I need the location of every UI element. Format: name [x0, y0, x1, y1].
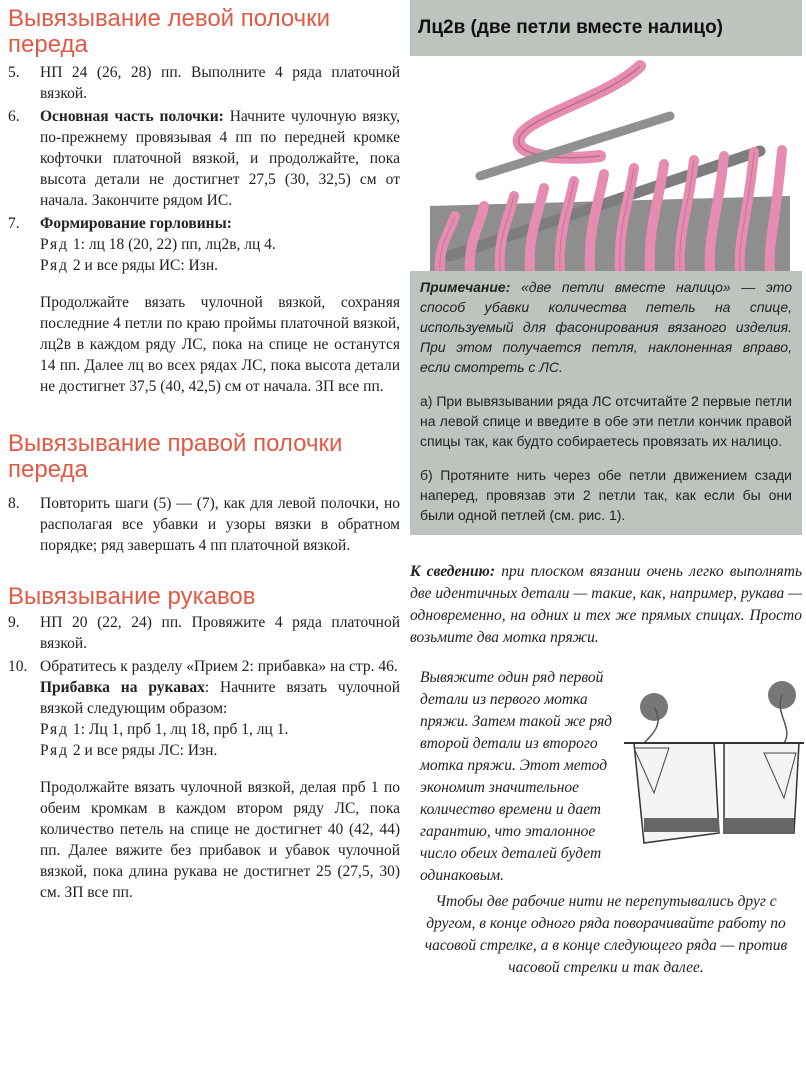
knitting-illustration [410, 56, 802, 271]
step-6 [8, 106, 400, 211]
paragraph: Продолжайте вязать чулочной вязкой, сохраняя последние 4 петли по краю проймы платочной вязкой, лц2в в каждом ряду ЛС, пока на спице не останутся 14 пп. Далее лц во всех рядах ЛС, пока высота детали не достигнет 37,5 (40, 42,5) см от начала. ЗП все пп. [40, 294, 400, 395]
paragraph: Продолжайте вязать чулочной вязкой, делая прб 1 по обеим кромкам в каждом втором ряду ЛС, пока количество петель на спице не достигнет 40 (42, 44) пп. Далее вяжите без прибавок и убавок чулочной вязкой, пока длина рукава не достигнет 25 (27,5, 30) см. ЗП все пп. [40, 779, 400, 901]
step-number: 6. [8, 108, 20, 125]
step-bold-label: Прибавка на рукавах [40, 679, 205, 696]
step-a: а) При вывязывании ряда ЛС отсчитайте 2 первые петли на левой спице и введите в обе эти петли кончик правой спицы так, как будто собираетесь провязать их налицо. [420, 393, 792, 449]
tip-text: Вывяжите один ряд первой детали из первого мотка пряжи. Затем такой же ряд второй детали из второго мотка пряжи. Этот метод экономит значительное количество времени и дает гарантию, что эталонное число обеих деталей будет одинаковым. [420, 669, 613, 884]
note-text: «две петли вместе налицо» — это способ убавки количества петель на спице, используемый для фасонирования вязаного изделия. При этом получается петля, наклоненная вправо, если смотреть с ЛС. [420, 279, 792, 375]
note [420, 277, 792, 377]
step-5 [8, 62, 400, 104]
row-label: Ряд [40, 257, 70, 274]
row-text: 1: лц 18 (20, 22) пп, лц2в, лц 4. [69, 236, 276, 253]
section-title-left-front: Вывязывание левой полочки переда [8, 5, 331, 58]
step-text: НП 24 (26, 28) пп. Выполните 4 ряда платочной вязкой. [40, 64, 400, 102]
step-number: 7. [8, 215, 20, 232]
row-label: Ряд [40, 236, 70, 253]
two-pieces-illustration [624, 673, 804, 863]
info-text: при плоском вязании очень легко выполнять две идентичных детали — такие, как, например, рукава — одновременно, на одних и тех же прямых спицах. Просто возьмите два мотка пряжи. [410, 563, 802, 646]
tip-block [410, 667, 802, 897]
step-number: 9. [8, 614, 20, 631]
step-10 [8, 656, 400, 761]
instruction-box [410, 271, 802, 535]
step-9 [8, 612, 400, 654]
step-text: Обратитесь к разделу «Прием 2: прибавка» на стр. 46. [40, 658, 398, 675]
step-text: НП 20 (22, 24) пп. Провяжите 4 ряда платочной вязкой. [40, 614, 400, 652]
section-title-right-front: Вывязывание правой полочки переда [8, 430, 343, 483]
row-label: Ряд [40, 742, 70, 759]
figure-1 [410, 56, 802, 271]
section-title-sleeves: Вывязывание рукавов [8, 583, 256, 610]
step-text: Повторить шаги (5) — (7), как для левой полочки, но располагая все убавки и узоры вязки в обратном порядке; ряд завершать 4 пп платочной вязкой. [40, 495, 400, 554]
step-bold-label: Формирование горловины: [40, 215, 232, 232]
row-text: 2 и все ряды ЛС: Изн. [69, 742, 218, 759]
row-text: 1: Лц 1, прб 1, лц 18, прб 1, лц 1. [69, 721, 289, 738]
step-text: : Начните вязать чулочной вязкой следующим образом: [40, 679, 400, 717]
final-paragraph: Чтобы две рабочие нити не перепутывались друг с другом, в конце одного ряда поворачивайте работу по часовой стрелке, а в конце следующего ряда — против часовой стрелки и так далее. [424, 893, 788, 976]
step-text: Начните чулочную вязку, по-прежнему провязывая 4 пп по передней кромке кофточки платочной вязкой, и продолжайте, пока высота детали не достигнет 27,5 (30, 32,5) см от начала. Закончите рядом ИС. [40, 108, 400, 209]
info-paragraph [410, 561, 802, 649]
step-7 [8, 213, 400, 276]
step-bold-label: Основная часть полочки: [40, 108, 224, 125]
box-title: Лц2в (две петли вместе налицо) [410, 0, 802, 56]
step-8 [8, 493, 400, 556]
note-label: Примечание: [420, 279, 511, 295]
info-label: К сведению: [410, 563, 496, 580]
left-column [8, 0, 400, 903]
step-number: 8. [8, 495, 20, 512]
step-number: 10. [8, 658, 28, 675]
step-number: 5. [8, 64, 20, 81]
row-label: Ряд [40, 721, 70, 738]
step-b: б) Протяните нить через обе петли движением сзади наперед, провязав эти 2 петли так, как если бы они были одной петлей (см. рис. 1). [420, 467, 792, 523]
right-column [410, 0, 802, 979]
row-text: 2 и все ряды ИС: Изн. [69, 257, 219, 274]
